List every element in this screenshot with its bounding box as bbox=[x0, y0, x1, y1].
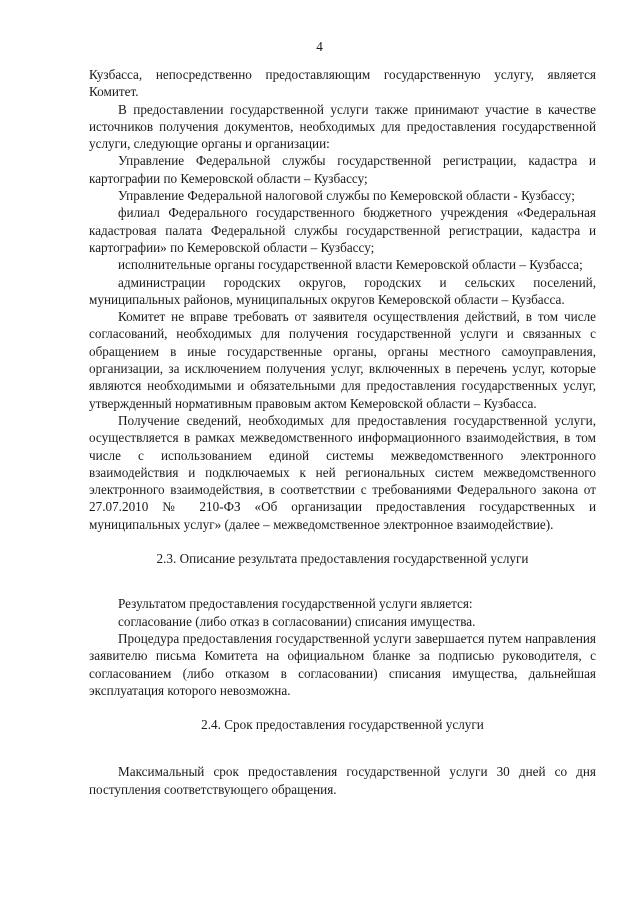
paragraph: Получение сведений, необходимых для предоставления государственной услуги, осуществляется в рамках межведомственного информационного взаимодействия, в том числе с использованием единой системы межведомственного электронного взаимодействия и подключаемых к ней региональных систем межведомственного электронного взаимодействия, в соответствии с требованиями Федерального закона от 27.07.2010 № 210-ФЗ «Об организации предоставления государственных и муниципальных услуг» (далее – межведомственное электронное взаимодействие). bbox=[89, 412, 596, 532]
document-body bbox=[89, 66, 596, 798]
page-number: 4 bbox=[316, 39, 323, 54]
paragraph: Комитет не вправе требовать от заявителя осуществления действий, в том числе согласований, необходимых для получения государственной услуги и связанных с обращением в иные государственные органы, органы местного самоуправления, организации, за исключением получения услуг, включенных в перечень услуг, которые являются необходимыми и обязательными для предоставления государственных услуг, утвержденный нормативным правовым актом Кемеровской области – Кузбасса. bbox=[89, 309, 596, 411]
paragraph: Кузбасса, непосредственно предоставляющим государственную услугу, является Комитет. bbox=[89, 67, 596, 100]
section-heading: 2.3. Описание результата предоставления государственной услуги bbox=[156, 551, 529, 567]
section-heading: 2.4. Срок предоставления государственной услуги bbox=[201, 717, 484, 733]
paragraph: Процедура предоставления государственной услуги завершается путем направления заявителю письма Комитета на официальном бланке за подписью руководителя, с согласованием (либо отказом в согласовании) списания имущества, дальнейшая эксплуатация которого невозможна. bbox=[89, 630, 596, 698]
paragraph: В предоставлении государственной услуги также принимают участие в качестве источников получения документов, необходимых для предоставления государственной услуги, следующие органы и организации: bbox=[89, 101, 596, 152]
paragraph: исполнительные органы государственной власти Кемеровской области – Кузбасса; bbox=[118, 257, 583, 273]
paragraph: Управление Федеральной службы государственной регистрации, кадастра и картографии по Кемеровской области – Кузбассу; bbox=[89, 153, 596, 186]
paragraph: филиал Федерального государственного бюджетного учреждения «Федеральная кадастровая палата Федеральной службы государственной регистрации, кадастра и картографии» по Кемеровской области – Кузбассу; bbox=[89, 205, 596, 255]
paragraph: Максимальный срок предоставления государственной услуги 30 дней со дня поступления соответствующего обращения. bbox=[89, 764, 596, 797]
paragraph: согласование (либо отказ в согласовании) списания имущества. bbox=[118, 613, 476, 629]
paragraph: Управление Федеральной налоговой службы по Кемеровской области - Кузбассу; bbox=[118, 188, 575, 204]
paragraph: Результатом предоставления государственной услуги является: bbox=[118, 596, 473, 612]
paragraph: администрации городских округов, городских и сельских поселений, муниципальных районов, муниципальных округов Кемеровской области – Кузбасса. bbox=[89, 274, 596, 307]
